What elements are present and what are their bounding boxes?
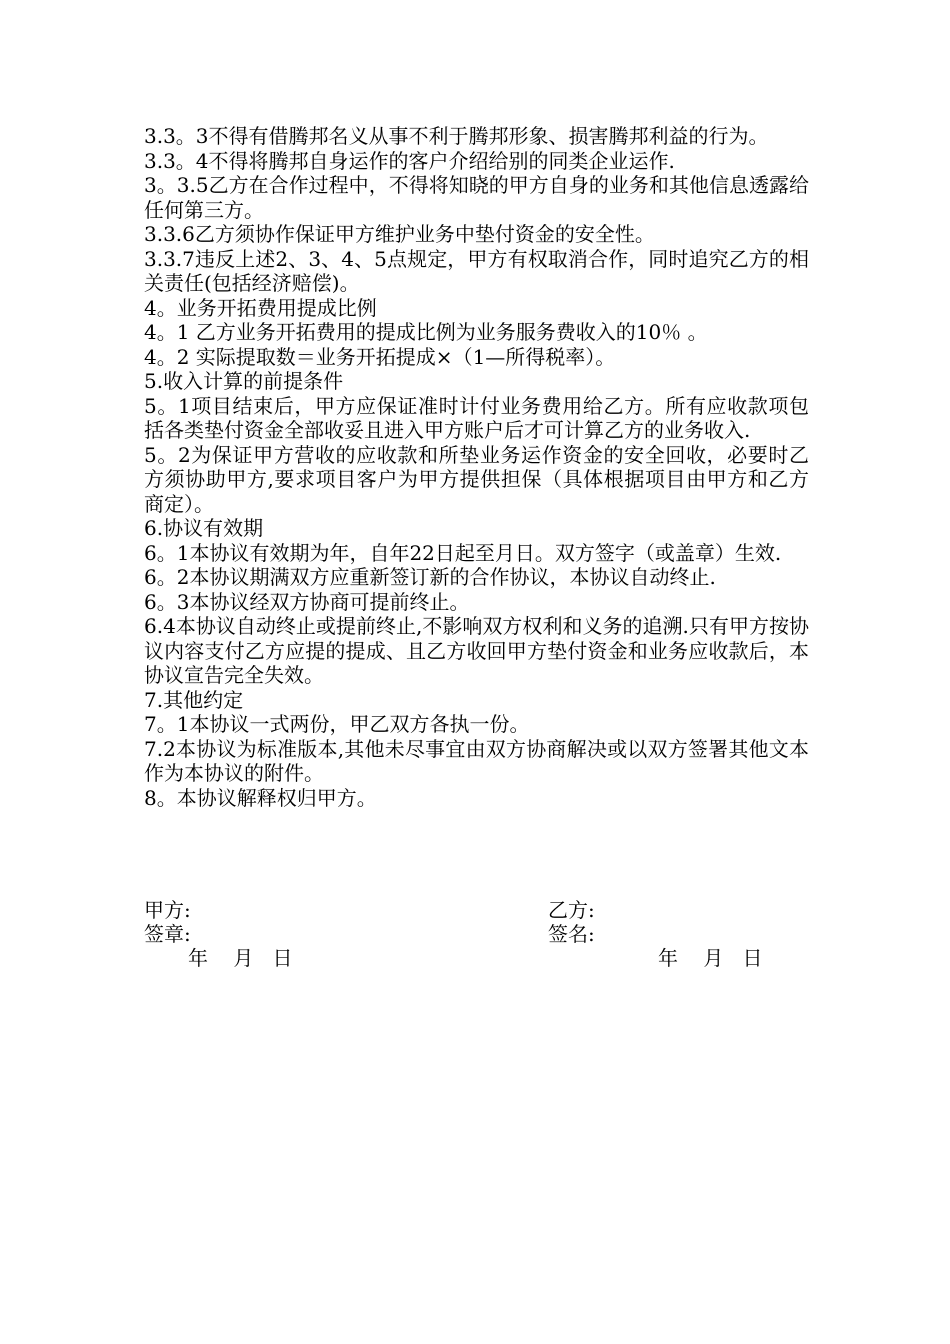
document-body: [144, 124, 809, 810]
paragraph: 6.4本协议自动终止或提前终止,不影响双方权利和义务的追溯.只有甲方按协议内容支付乙方应提的提成、且乙方收回甲方垫付资金和业务应收款后，本协议宣告完全失效。: [144, 614, 809, 687]
paragraph: 3.3。4不得将腾邦自身运作的客户介绍给别的同类企业运作.: [144, 148, 675, 173]
paragraph: 3.3。3不得有借腾邦名义从事不利于腾邦形象、损害腾邦利益的行为。: [144, 124, 769, 148]
paragraph: 6。1本协议有效期为年，自年22日起至月日。双方签字（或盖章）生效.: [144, 540, 782, 565]
section-heading: 6.协议有效期: [144, 516, 264, 540]
paragraph: 7.2本协议为标准版本,其他未尽事宜由双方协商解决或以双方签署其他文本作为本协议的附件。: [144, 736, 809, 785]
paragraph: 7。1本协议一式两份，甲乙双方各执一份。: [144, 712, 530, 736]
paragraph: 4。2 实际提取数＝业务开拓提成×（1—所得税率）。: [144, 344, 616, 369]
paragraph: 4。1 乙方业务开拓费用的提成比例为业务服务费收入的10％ 。: [144, 320, 708, 344]
signature-date-row: [144, 946, 809, 971]
party-b-date: 年 月 日: [658, 946, 763, 970]
paragraph: 3.3.6乙方须协作保证甲方维护业务中垫付资金的安全性。: [144, 222, 655, 246]
section-heading: 7.其他约定: [144, 687, 244, 712]
paragraph: 6。2本协议期满双方应重新签订新的合作协议，本协议自动终止.: [144, 565, 716, 589]
section-heading: 4。业务开拓费用提成比例: [144, 295, 377, 320]
signature-party-row: [144, 898, 809, 923]
signature-sign-row: [144, 922, 809, 947]
paragraph: 6。3本协议经双方协商可提前终止。: [144, 589, 470, 614]
party-a-date: 年 月 日: [188, 946, 293, 970]
paragraph: 8。本协议解释权归甲方。: [144, 785, 377, 810]
party-b-label: 乙方:: [548, 898, 595, 922]
paragraph: 5。2为保证甲方营收的应收款和所垫业务运作资金的安全回收，必要时乙方须协助甲方,要求项目客户为甲方提供担保（具体根据项目由甲方和乙方商定）。: [144, 442, 809, 516]
party-a-label: 甲方:: [144, 898, 191, 922]
paragraph: 3。3.5乙方在合作过程中，不得将知晓的甲方自身的业务和其他信息透露给任何第三方。: [144, 173, 809, 222]
sign-label: 签名:: [548, 922, 595, 946]
paragraph: 3.3.7违反上述2、3、4、5点规定，甲方有权取消合作，同时追究乙方的相关责任(包括经济赔偿)。: [144, 246, 809, 295]
paragraph: 5。1项目结束后，甲方应保证准时计付业务费用给乙方。所有应收款项包括各类垫付资金全部收妥且进入甲方账户后才可计算乙方的业务收入.: [144, 393, 809, 442]
seal-label: 签章:: [144, 922, 191, 946]
section-heading: 5.收入计算的前提条件: [144, 369, 344, 393]
